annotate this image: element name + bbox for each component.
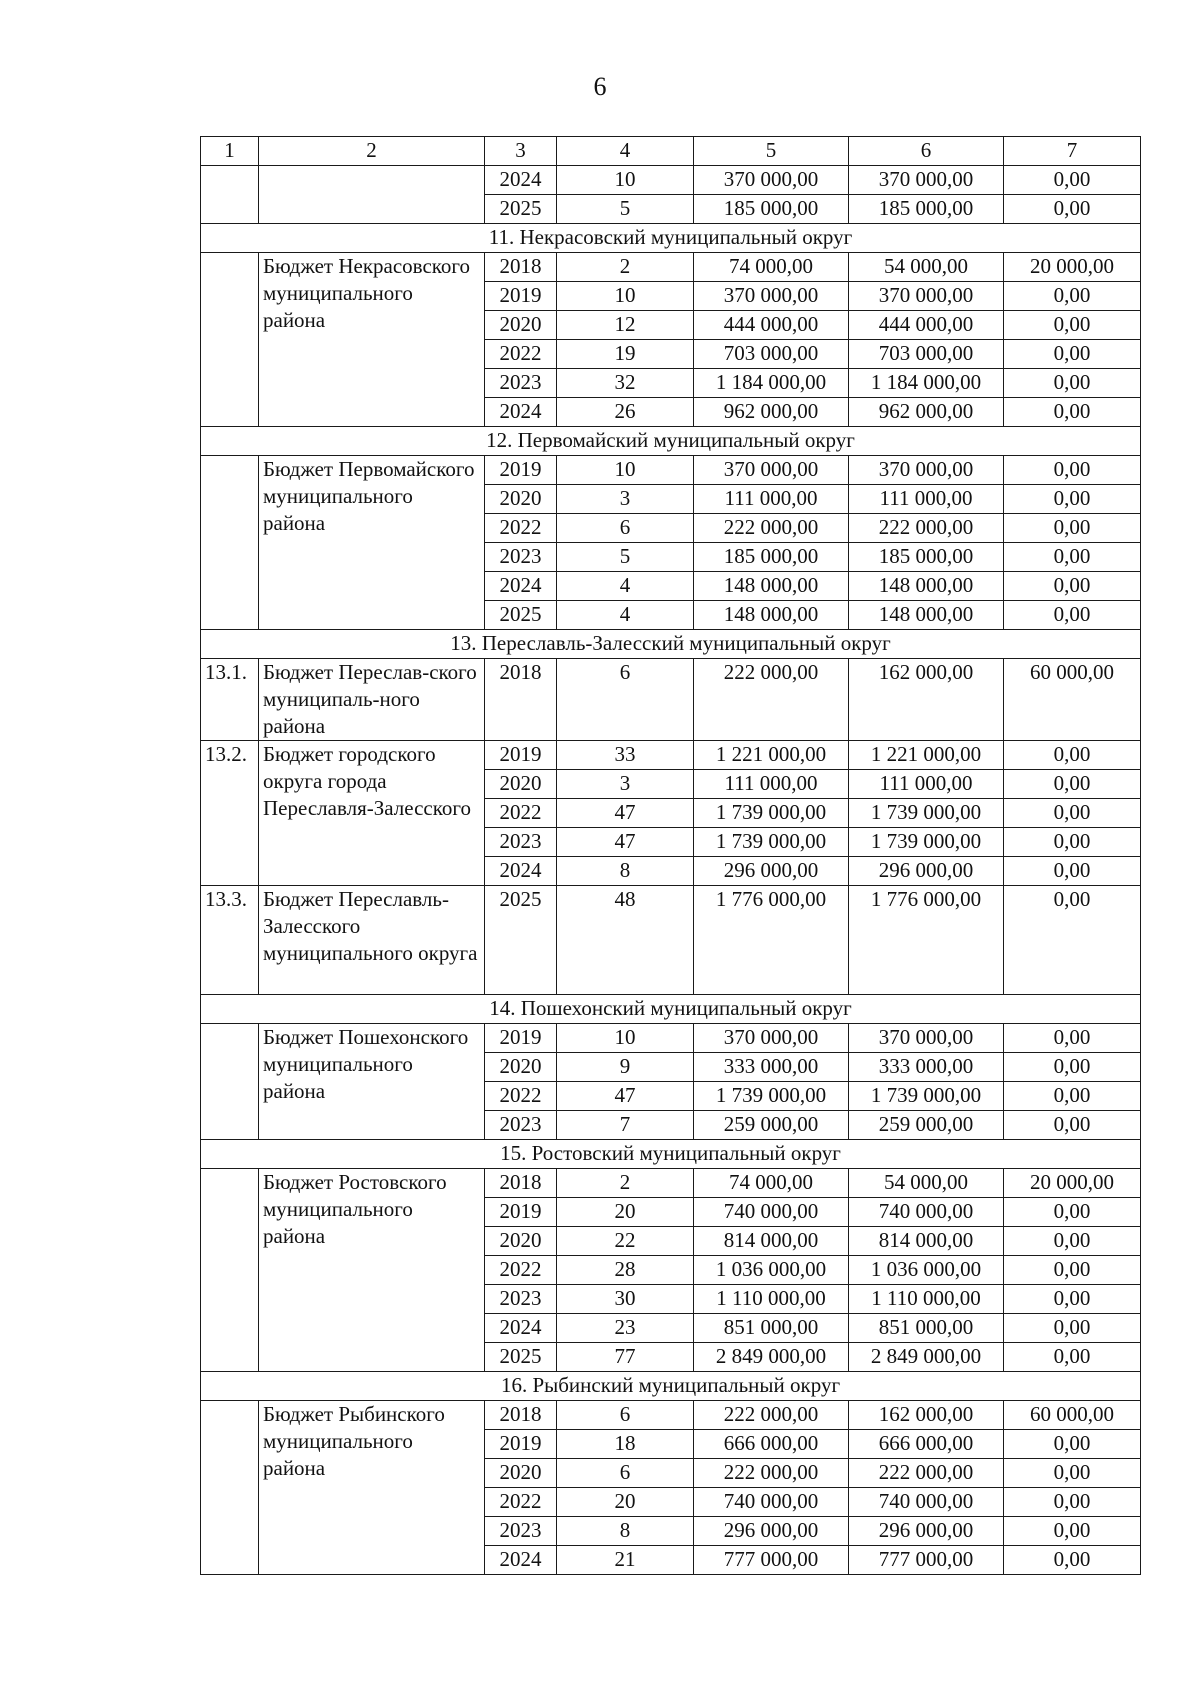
year-cell: 2022 [485,1488,557,1517]
count-cell: 30 [557,1285,694,1314]
count-cell: 23 [557,1314,694,1343]
total-cell: 740 000,00 [694,1488,849,1517]
total-cell: 777 000,00 [694,1546,849,1575]
column-header: 3 [485,137,557,166]
year-cell: 2018 [485,1401,557,1430]
regional-cell: 162 000,00 [849,659,1004,741]
year-cell: 2020 [485,770,557,799]
count-cell: 4 [557,572,694,601]
total-cell: 296 000,00 [694,857,849,886]
item-number: 13.1. [201,659,259,741]
item-number: 13.3. [201,886,259,995]
regional-cell: 1 739 000,00 [849,1082,1004,1111]
regional-cell: 370 000,00 [849,166,1004,195]
year-cell: 2020 [485,1053,557,1082]
regional-cell: 370 000,00 [849,456,1004,485]
regional-cell: 54 000,00 [849,1169,1004,1198]
count-cell: 7 [557,1111,694,1140]
regional-cell: 666 000,00 [849,1430,1004,1459]
local-cell: 0,00 [1004,456,1141,485]
count-cell: 19 [557,340,694,369]
regional-cell: 370 000,00 [849,282,1004,311]
regional-cell: 1 036 000,00 [849,1256,1004,1285]
local-cell: 0,00 [1004,282,1141,311]
local-cell: 0,00 [1004,514,1141,543]
section-title: 11. Некрасовский муниципальный округ [201,224,1141,253]
year-cell: 2020 [485,485,557,514]
count-cell: 10 [557,282,694,311]
local-cell: 0,00 [1004,1227,1141,1256]
year-cell: 2024 [485,572,557,601]
local-cell: 20 000,00 [1004,1169,1141,1198]
column-header: 2 [259,137,485,166]
year-cell: 2025 [485,601,557,630]
regional-cell: 296 000,00 [849,1517,1004,1546]
total-cell: 111 000,00 [694,485,849,514]
count-cell: 77 [557,1343,694,1372]
table-row [201,741,1141,770]
section-row [201,630,1141,659]
local-cell: 0,00 [1004,1488,1141,1517]
local-cell: 60 000,00 [1004,1401,1141,1430]
total-cell: 111 000,00 [694,770,849,799]
regional-cell: 222 000,00 [849,514,1004,543]
budget-table [200,136,1141,1575]
section-row [201,427,1141,456]
regional-cell: 148 000,00 [849,601,1004,630]
local-cell: 60 000,00 [1004,659,1141,741]
total-cell: 185 000,00 [694,195,849,224]
regional-cell: 444 000,00 [849,311,1004,340]
local-cell: 0,00 [1004,1111,1141,1140]
regional-cell: 1 739 000,00 [849,799,1004,828]
count-cell: 8 [557,857,694,886]
count-cell: 3 [557,770,694,799]
regional-cell: 1 184 000,00 [849,369,1004,398]
budget-name: Бюджет Ростовского муниципального района [259,1169,485,1372]
total-cell: 1 110 000,00 [694,1285,849,1314]
count-cell: 10 [557,166,694,195]
regional-cell: 148 000,00 [849,572,1004,601]
count-cell: 21 [557,1546,694,1575]
local-cell: 0,00 [1004,311,1141,340]
year-cell: 2018 [485,659,557,741]
regional-cell: 296 000,00 [849,857,1004,886]
regional-cell: 1 776 000,00 [849,886,1004,995]
total-cell: 1 739 000,00 [694,1082,849,1111]
year-cell: 2022 [485,1082,557,1111]
year-cell: 2023 [485,828,557,857]
regional-cell: 962 000,00 [849,398,1004,427]
regional-cell: 333 000,00 [849,1053,1004,1082]
item-number: 13.2. [201,741,259,886]
year-cell: 2023 [485,1517,557,1546]
header-row [201,137,1141,166]
regional-cell: 851 000,00 [849,1314,1004,1343]
item-number [201,1024,259,1140]
total-cell: 222 000,00 [694,514,849,543]
count-cell: 6 [557,1401,694,1430]
section-title: 13. Переславль-Залесский муниципальный округ [201,630,1141,659]
count-cell: 32 [557,369,694,398]
total-cell: 222 000,00 [694,1459,849,1488]
budget-name [259,166,485,224]
total-cell: 1 221 000,00 [694,741,849,770]
budget-name: Бюджет Пошехонского муниципального района [259,1024,485,1140]
budget-name: Бюджет Переслав-ского муниципаль-ного района [259,659,485,741]
regional-cell: 814 000,00 [849,1227,1004,1256]
total-cell: 333 000,00 [694,1053,849,1082]
local-cell: 0,00 [1004,799,1141,828]
local-cell: 0,00 [1004,398,1141,427]
local-cell: 0,00 [1004,1546,1141,1575]
table-row [201,886,1141,995]
local-cell: 0,00 [1004,1343,1141,1372]
count-cell: 47 [557,828,694,857]
local-cell: 0,00 [1004,1082,1141,1111]
regional-cell: 259 000,00 [849,1111,1004,1140]
section-row [201,1140,1141,1169]
table-row [201,1024,1141,1053]
year-cell: 2018 [485,253,557,282]
local-cell: 0,00 [1004,572,1141,601]
table-row [201,659,1141,741]
local-cell: 0,00 [1004,340,1141,369]
total-cell: 666 000,00 [694,1430,849,1459]
column-header: 1 [201,137,259,166]
regional-cell: 2 849 000,00 [849,1343,1004,1372]
count-cell: 9 [557,1053,694,1082]
count-cell: 6 [557,1459,694,1488]
local-cell: 0,00 [1004,886,1141,995]
local-cell: 20 000,00 [1004,253,1141,282]
year-cell: 2020 [485,311,557,340]
table-row [201,1401,1141,1430]
year-cell: 2024 [485,857,557,886]
total-cell: 851 000,00 [694,1314,849,1343]
count-cell: 4 [557,601,694,630]
regional-cell: 777 000,00 [849,1546,1004,1575]
count-cell: 10 [557,456,694,485]
count-cell: 47 [557,799,694,828]
regional-cell: 54 000,00 [849,253,1004,282]
count-cell: 28 [557,1256,694,1285]
total-cell: 1 739 000,00 [694,828,849,857]
local-cell: 0,00 [1004,857,1141,886]
local-cell: 0,00 [1004,601,1141,630]
regional-cell: 1 110 000,00 [849,1285,1004,1314]
total-cell: 962 000,00 [694,398,849,427]
total-cell: 703 000,00 [694,340,849,369]
total-cell: 740 000,00 [694,1198,849,1227]
count-cell: 5 [557,195,694,224]
section-row [201,1372,1141,1401]
local-cell: 0,00 [1004,1198,1141,1227]
item-number [201,456,259,630]
total-cell: 296 000,00 [694,1517,849,1546]
count-cell: 26 [557,398,694,427]
regional-cell: 185 000,00 [849,543,1004,572]
count-cell: 2 [557,253,694,282]
local-cell: 0,00 [1004,1430,1141,1459]
table-row [201,166,1141,195]
count-cell: 5 [557,543,694,572]
item-number [201,166,259,224]
regional-cell: 370 000,00 [849,1024,1004,1053]
total-cell: 370 000,00 [694,166,849,195]
total-cell: 814 000,00 [694,1227,849,1256]
budget-name: Бюджет Переславль-Залесского муниципального округа [259,886,485,995]
regional-cell: 1 221 000,00 [849,741,1004,770]
local-cell: 0,00 [1004,1314,1141,1343]
year-cell: 2019 [485,741,557,770]
column-header: 7 [1004,137,1141,166]
total-cell: 74 000,00 [694,253,849,282]
count-cell: 22 [557,1227,694,1256]
year-cell: 2022 [485,799,557,828]
total-cell: 1 036 000,00 [694,1256,849,1285]
local-cell: 0,00 [1004,770,1141,799]
local-cell: 0,00 [1004,1517,1141,1546]
year-cell: 2025 [485,1343,557,1372]
column-header: 4 [557,137,694,166]
regional-cell: 740 000,00 [849,1198,1004,1227]
local-cell: 0,00 [1004,369,1141,398]
total-cell: 148 000,00 [694,572,849,601]
regional-cell: 162 000,00 [849,1401,1004,1430]
local-cell: 0,00 [1004,485,1141,514]
regional-cell: 703 000,00 [849,340,1004,369]
year-cell: 2024 [485,1314,557,1343]
count-cell: 48 [557,886,694,995]
count-cell: 3 [557,485,694,514]
regional-cell: 1 739 000,00 [849,828,1004,857]
year-cell: 2020 [485,1459,557,1488]
local-cell: 0,00 [1004,741,1141,770]
total-cell: 148 000,00 [694,601,849,630]
table-row [201,1169,1141,1198]
total-cell: 185 000,00 [694,543,849,572]
count-cell: 20 [557,1488,694,1517]
count-cell: 2 [557,1169,694,1198]
item-number [201,253,259,427]
budget-name: Бюджет городского округа города Переславля-Залесского [259,741,485,886]
count-cell: 6 [557,659,694,741]
local-cell: 0,00 [1004,195,1141,224]
total-cell: 74 000,00 [694,1169,849,1198]
year-cell: 2023 [485,1111,557,1140]
total-cell: 370 000,00 [694,282,849,311]
count-cell: 10 [557,1024,694,1053]
budget-name: Бюджет Первомайского муниципального района [259,456,485,630]
section-title: 15. Ростовский муниципальный округ [201,1140,1141,1169]
year-cell: 2019 [485,456,557,485]
regional-cell: 111 000,00 [849,485,1004,514]
count-cell: 8 [557,1517,694,1546]
total-cell: 1 739 000,00 [694,799,849,828]
regional-cell: 185 000,00 [849,195,1004,224]
year-cell: 2023 [485,369,557,398]
year-cell: 2019 [485,282,557,311]
total-cell: 259 000,00 [694,1111,849,1140]
local-cell: 0,00 [1004,1256,1141,1285]
year-cell: 2022 [485,340,557,369]
year-cell: 2023 [485,1285,557,1314]
year-cell: 2020 [485,1227,557,1256]
local-cell: 0,00 [1004,543,1141,572]
total-cell: 2 849 000,00 [694,1343,849,1372]
section-title: 16. Рыбинский муниципальный округ [201,1372,1141,1401]
item-number [201,1401,259,1575]
local-cell: 0,00 [1004,1024,1141,1053]
total-cell: 370 000,00 [694,1024,849,1053]
count-cell: 6 [557,514,694,543]
table-row [201,456,1141,485]
year-cell: 2025 [485,886,557,995]
regional-cell: 111 000,00 [849,770,1004,799]
local-cell: 0,00 [1004,166,1141,195]
year-cell: 2019 [485,1024,557,1053]
local-cell: 0,00 [1004,1053,1141,1082]
count-cell: 12 [557,311,694,340]
local-cell: 0,00 [1004,828,1141,857]
budget-name: Бюджет Рыбинского муниципального района [259,1401,485,1575]
local-cell: 0,00 [1004,1285,1141,1314]
total-cell: 1 776 000,00 [694,886,849,995]
local-cell: 0,00 [1004,1459,1141,1488]
year-cell: 2025 [485,195,557,224]
year-cell: 2018 [485,1169,557,1198]
regional-cell: 740 000,00 [849,1488,1004,1517]
count-cell: 33 [557,741,694,770]
year-cell: 2023 [485,543,557,572]
section-title: 12. Первомайский муниципальный округ [201,427,1141,456]
item-number [201,1169,259,1372]
total-cell: 222 000,00 [694,659,849,741]
count-cell: 18 [557,1430,694,1459]
total-cell: 370 000,00 [694,456,849,485]
year-cell: 2019 [485,1430,557,1459]
budget-name: Бюджет Некрасовского муниципального района [259,253,485,427]
regional-cell: 222 000,00 [849,1459,1004,1488]
total-cell: 1 184 000,00 [694,369,849,398]
page-number: 6 [593,72,607,101]
year-cell: 2024 [485,1546,557,1575]
year-cell: 2019 [485,1198,557,1227]
year-cell: 2024 [485,398,557,427]
year-cell: 2024 [485,166,557,195]
year-cell: 2022 [485,1256,557,1285]
total-cell: 444 000,00 [694,311,849,340]
column-header: 6 [849,137,1004,166]
table-row [201,253,1141,282]
count-cell: 20 [557,1198,694,1227]
section-title: 14. Пошехонский муниципальный округ [201,995,1141,1024]
year-cell: 2022 [485,514,557,543]
section-row [201,224,1141,253]
section-row [201,995,1141,1024]
count-cell: 47 [557,1082,694,1111]
total-cell: 222 000,00 [694,1401,849,1430]
column-header: 5 [694,137,849,166]
